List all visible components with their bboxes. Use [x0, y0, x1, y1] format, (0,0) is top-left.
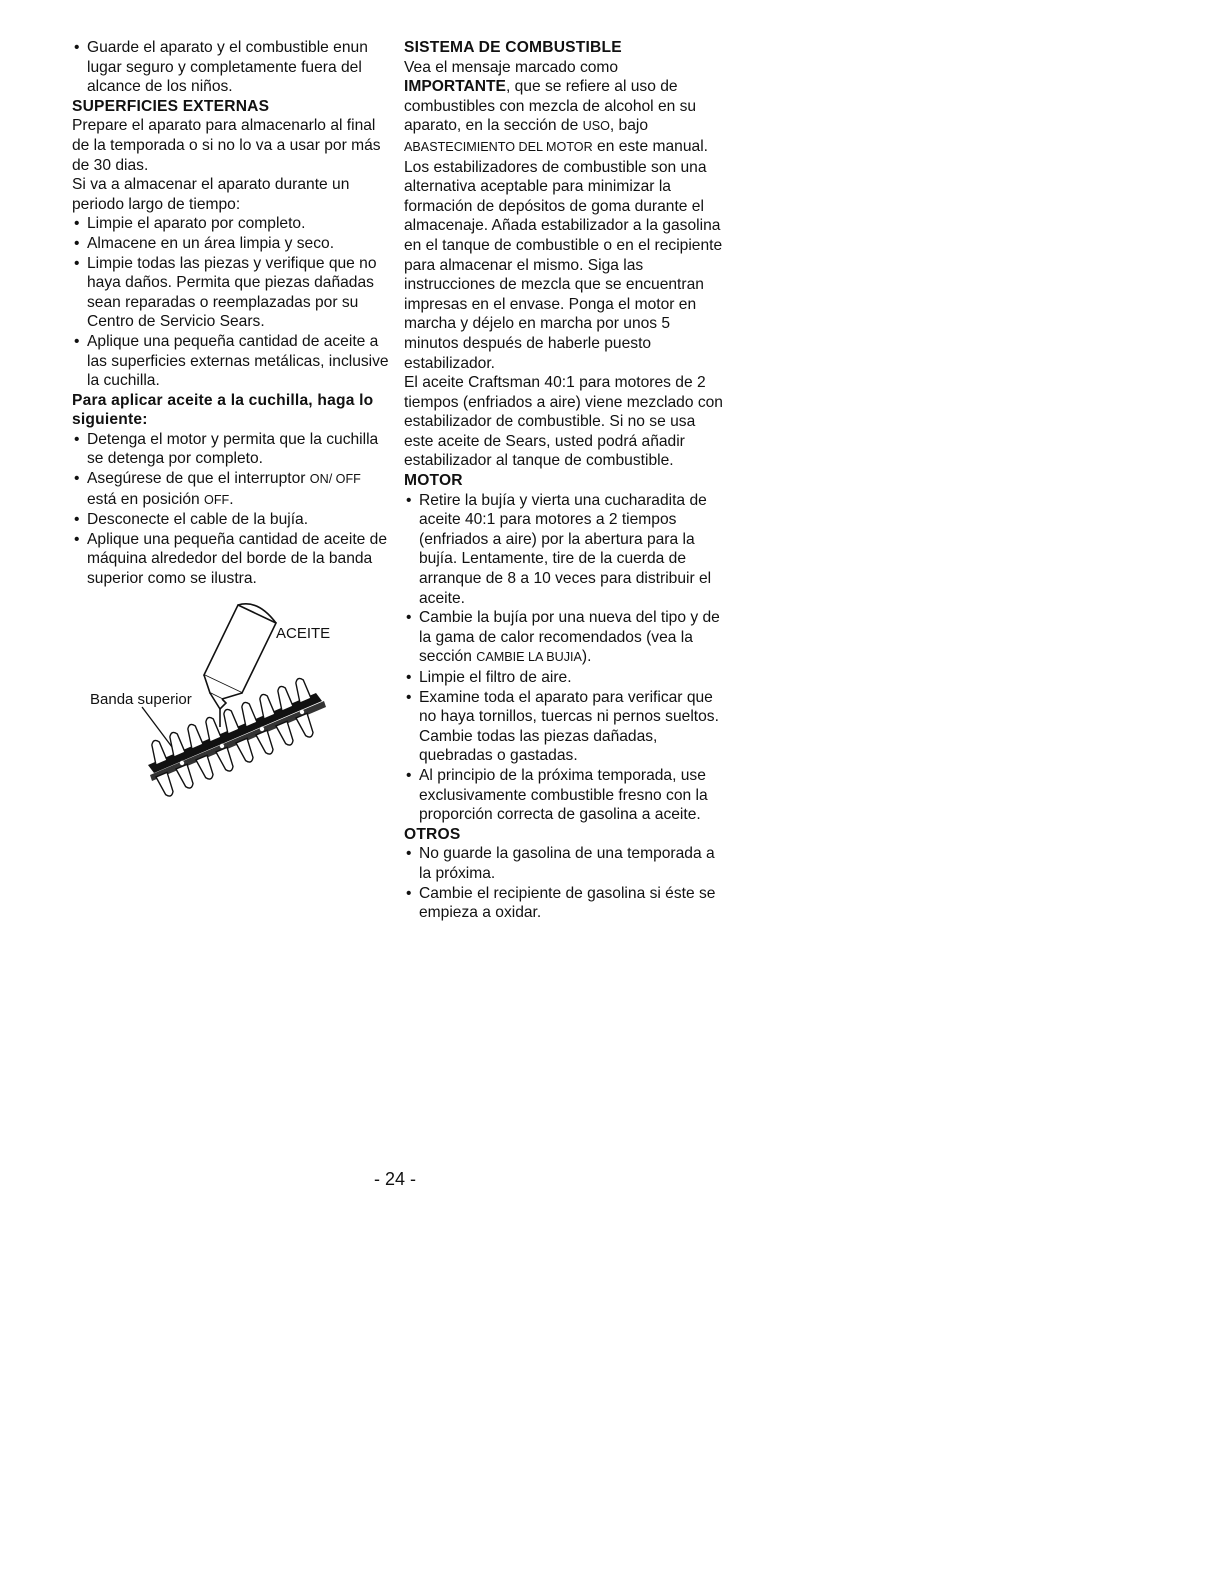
page-number: - 24 -: [373, 1169, 416, 1189]
oil-blade-illustration: [72, 597, 394, 807]
list-item: [404, 608, 726, 668]
paragraph: Los estabilizadores de combustible son una alternativa aceptable para minimizar la formación de depósitos de goma durante el almacenaje. Añada estabilizador a la gasolina en el tanque de combustible o en el recipiente para almacenar el mismo. Siga las instrucciones de mezcla que se encuentran impresas en el envase. Ponga el motor en marcha y déjelo en marcha por unos 5 minutos después de haberle puesto estabilizador.: [404, 158, 723, 372]
list-item: • Examine toda el aparato para verificar que no haya tornillos, tuercas ni pernos sueltos. Cambie todas las piezas dañadas, quebradas o gastadas.: [404, 688, 726, 766]
section-ref: USO: [582, 119, 610, 134]
section-heading-cuchilla: Para aplicar aceite a la cuchilla, haga lo siguiente:: [72, 391, 374, 429]
label-banda-superior: Banda superior: [90, 690, 192, 708]
section-heading-motor: MOTOR: [404, 472, 463, 490]
text-run: , bajo: [609, 117, 649, 135]
text-run: Cambie la bujía por una nueva del tipo y de la gama de calor recomendados (vea la sección: [419, 609, 720, 666]
left-column: [72, 38, 394, 807]
list-item: • Cambie el recipiente de gasolina si éste se empieza a oxidar.: [404, 884, 726, 923]
section-heading-otros: OTROS: [404, 825, 461, 843]
list-item: • Limpie el filtro de aire.: [404, 668, 726, 688]
list-item: • Aplique una pequeña cantidad de aceite a las superficies externas metálicas, inclusive la cuchilla.: [72, 332, 394, 391]
right-column: [404, 38, 726, 923]
emphasis-importante: IMPORTANTE: [404, 78, 506, 96]
list-item: • Desconecte el cable de la bujía.: [72, 510, 394, 530]
text-run: en este manual.: [592, 137, 708, 155]
cuchilla-list: [72, 430, 394, 589]
list-item: • Detenga el motor y permita que la cuchilla se detenga por completo.: [72, 430, 394, 469]
paragraph: [404, 58, 726, 158]
text-run: está en posición: [87, 490, 205, 508]
intro-list: [72, 38, 394, 97]
list-item: • Aplique una pequeña cantidad de aceite de máquina alrededor del borde de la banda superior como se ilustra.: [72, 530, 394, 589]
text-run: ).: [581, 648, 592, 666]
list-item: • Limpie todas las piezas y verifique que no haya daños. Permita que piezas dañadas sean reparadas o reemplazadas por su Centro de Servicio Sears.: [72, 254, 394, 332]
motor-list: [404, 491, 726, 825]
text-run: .: [229, 490, 234, 508]
switch-label: ON/ OFF: [309, 472, 361, 487]
paragraph: Si va a almacenar el aparato durante un periodo largo de tiempo:: [72, 176, 350, 213]
list-item: • Almacene en un área limpia y seco.: [72, 234, 394, 254]
text-run: Vea el mensaje marcado como: [404, 58, 619, 76]
section-ref: ABASTECIMIENTO DEL MOTOR: [404, 139, 593, 154]
list-item: • Al principio de la próxima temporada, use exclusivamente combustible fresno con la proporción correcta de gasolina a aceite.: [404, 766, 726, 825]
text-run: , que se refiere al uso de combustibles con mezcla de alcohol en su aparato, en la sección de: [404, 78, 697, 135]
section-heading-sistema: SISTEMA DE COMBUSTIBLE: [404, 39, 622, 56]
list-item: [72, 469, 394, 510]
list-item: • Guarde el aparato y el combustible enun lugar seguro y completamente fuera del alcance de los niños.: [72, 38, 394, 97]
superficies-list: [72, 214, 394, 390]
label-aceite: ACEITE: [276, 624, 331, 642]
list-item: • Retire la bujía y vierta una cucharadita de aceite 40:1 para motores a 2 tiempos (enfriados a aire) por la abertura para la bujía. Lentamente, tire de la cuerda de arranque de 8 a 10 veces para distribuir el aceite.: [404, 491, 726, 609]
list-item: • Limpie el aparato por completo.: [72, 214, 394, 234]
section-ref: CAMBIE LA BUJIA: [476, 650, 582, 665]
section-heading-superficies: SUPERFICIES EXTERNAS: [72, 97, 270, 115]
otros-list: [404, 844, 726, 922]
paragraph: El aceite Craftsman 40:1 para motores de 2 tiempos (enfriados a aire) viene mezclado con estabilizador de combustible. Si no se usa este aceite de Sears, usted podrá añadir estabilizador al tanque de combustible.: [404, 374, 723, 470]
switch-label: OFF: [204, 492, 230, 507]
list-item: • No guarde la gasolina de una temporada a la próxima.: [404, 844, 726, 883]
text-run: Asegúrese de que el interruptor: [87, 470, 310, 488]
paragraph: Prepare el aparato para almacenarlo al final de la temporada o si no lo va a usar por más de 30 dias.: [72, 117, 381, 174]
